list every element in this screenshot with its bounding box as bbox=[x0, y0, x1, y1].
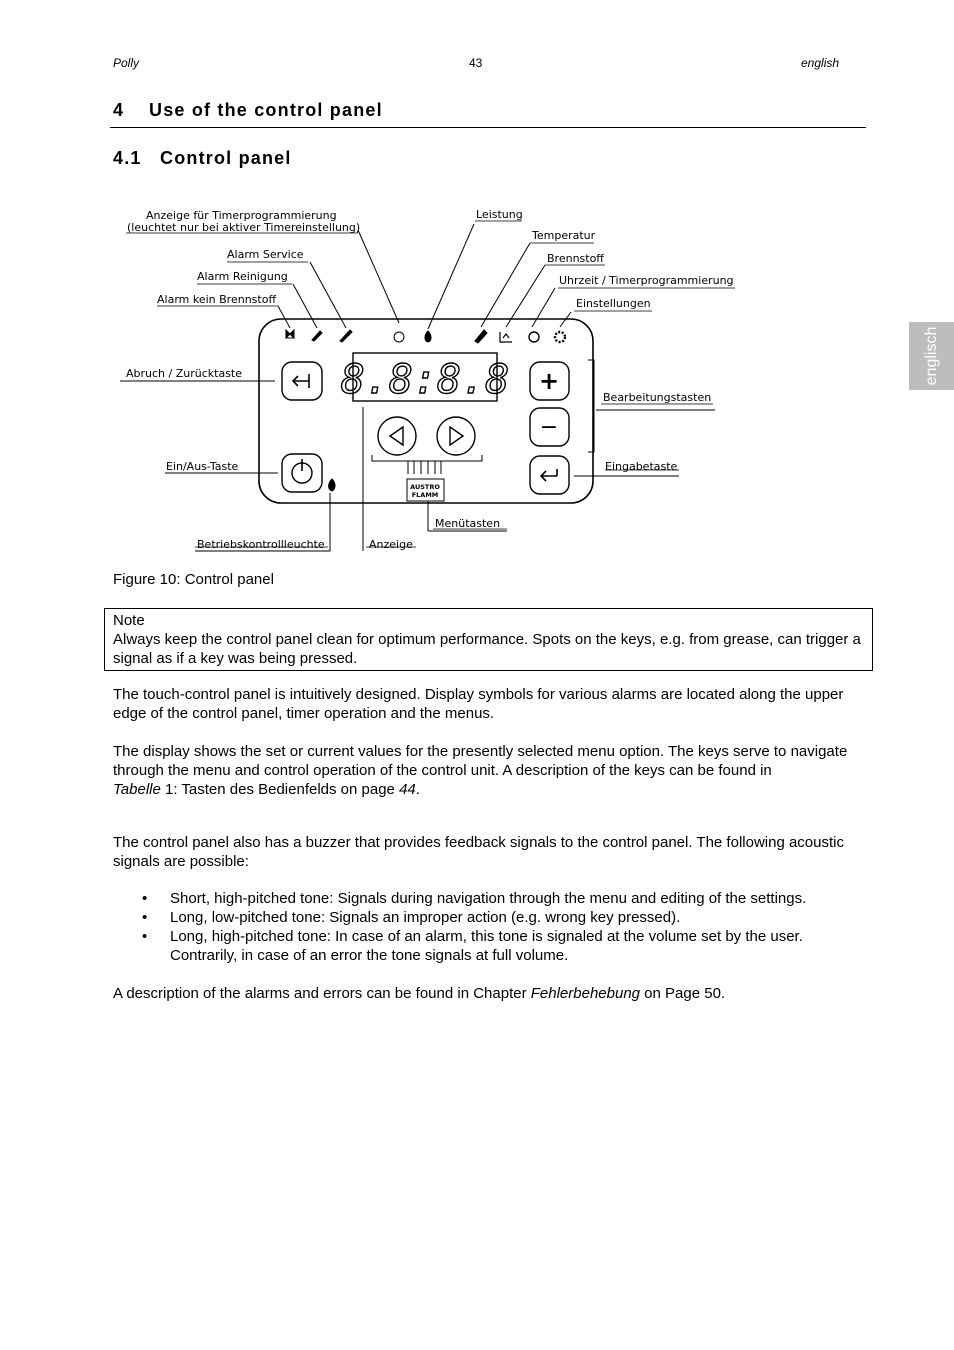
list-item-text: Short, high-pitched tone: Signals during navigation through the menu and editing of the settings. bbox=[170, 890, 807, 907]
paragraph-intro: The touch-control panel is intuitively designed. Display symbols for various alarms are located along the upper edge of the control panel, timer operation and the menus. bbox=[113, 686, 844, 722]
subsection-heading bbox=[113, 148, 292, 169]
uhrzeit-leader bbox=[532, 288, 555, 327]
note-box bbox=[104, 608, 873, 671]
operation-indicator-icon bbox=[329, 479, 335, 491]
alarm-brennstoff-leader bbox=[278, 306, 290, 328]
label-menuetasten: Menütasten bbox=[435, 517, 501, 530]
bullet-mark: • bbox=[142, 909, 148, 926]
right-arrow-icon bbox=[450, 427, 463, 445]
minus-label: − bbox=[539, 415, 559, 440]
display-digits: 8.8:8.8 bbox=[340, 357, 510, 403]
paragraph-errors bbox=[113, 984, 863, 1003]
section-heading bbox=[113, 100, 383, 121]
label-einstellungen: Einstellungen bbox=[576, 297, 651, 310]
signal-list bbox=[113, 889, 858, 965]
subsection-number: 4.1 bbox=[113, 148, 142, 168]
paragraph-buzzer: The control panel also has a buzzer that provides feedback signals to the control panel. The following acoustic signals are possible: bbox=[113, 834, 844, 870]
fuel-level-icon bbox=[500, 332, 512, 342]
heading-rule bbox=[110, 127, 866, 128]
header-left: Polly bbox=[113, 56, 140, 70]
settings-gear-icon bbox=[555, 332, 565, 342]
page-number: 43 bbox=[469, 56, 483, 70]
table-ref-text: 1: Tasten des Bedienfelds on page bbox=[160, 781, 400, 798]
enter-icon bbox=[541, 469, 557, 481]
leistung-leader bbox=[428, 224, 474, 329]
clock-icon bbox=[529, 332, 539, 342]
label-betriebskontroll: Betriebskontrollleuchte bbox=[197, 538, 325, 551]
errors-text-after: on Page 50. bbox=[640, 985, 726, 1002]
section-title: Use of the control panel bbox=[149, 100, 383, 120]
paragraph-display-text: The display shows the set or current values for the presently selected menu option. The keys serve to navigate through the menu and control operation of the control unit. A description of the keys can be found in bbox=[113, 743, 848, 779]
table-ref-italic: Tabelle bbox=[113, 781, 161, 798]
timer-leader bbox=[358, 230, 399, 323]
list-item bbox=[113, 889, 858, 908]
label-leistung: Leistung bbox=[476, 208, 523, 221]
logo-line2: FLAMM bbox=[411, 491, 439, 499]
temperatur-leader bbox=[481, 243, 530, 327]
bullet-mark: • bbox=[142, 890, 148, 907]
service-alarm-icon bbox=[340, 330, 352, 342]
logo-stripes bbox=[408, 461, 441, 474]
list-item-text: Long, high-pitched tone: In case of an alarm, this tone is signaled at the volume set by the user. Contrarily, in case of an error the tone signals at full volume. bbox=[170, 928, 803, 964]
label-temperatur: Temperatur bbox=[532, 229, 596, 242]
subsection-title: Control panel bbox=[160, 148, 292, 168]
list-item bbox=[113, 908, 858, 927]
table-ref-page[interactable]: 44 bbox=[399, 781, 416, 798]
alarm-service-leader bbox=[310, 262, 346, 328]
label-eingabe: Eingabetaste bbox=[605, 460, 678, 473]
header-right: english bbox=[801, 56, 840, 70]
errors-text-before: A description of the alarms and errors can be found in Chapter bbox=[113, 985, 531, 1002]
table-ref-end: . bbox=[415, 781, 420, 798]
table-reference bbox=[113, 780, 863, 799]
label-ein-aus: Ein/Aus-Taste bbox=[166, 460, 239, 473]
plus-label: + bbox=[538, 367, 560, 395]
back-icon bbox=[293, 374, 309, 388]
list-item bbox=[113, 927, 858, 965]
note-text: Always keep the control panel clean for optimum performance. Spots on the keys, e.g. from grease, can trigger a signal as if a key was being pressed. bbox=[113, 631, 861, 667]
right-arrow-button[interactable] bbox=[437, 417, 475, 455]
alarm-reinigung-leader bbox=[293, 284, 317, 328]
no-fuel-alarm-icon bbox=[286, 330, 294, 338]
side-tab-label: englisch bbox=[922, 326, 940, 386]
logo-line1: AUSTRO bbox=[410, 483, 440, 491]
menu-keys-bracket bbox=[372, 455, 482, 461]
control-panel-figure bbox=[110, 195, 750, 565]
label-alarm-service: Alarm Service bbox=[227, 248, 304, 261]
power-flame-icon bbox=[425, 331, 431, 342]
bullet-mark: • bbox=[142, 928, 148, 945]
label-uhrzeit: Uhrzeit / Timerprogrammierung bbox=[559, 274, 734, 287]
errors-chapter-ref[interactable]: Fehlerbehebung bbox=[530, 985, 641, 1002]
label-brennstoff: Brennstoff bbox=[547, 252, 604, 265]
label-timer-2: (leuchtet nur bei aktiver Timereinstellung) bbox=[127, 221, 361, 234]
label-alarm-reinigung: Alarm Reinigung bbox=[197, 270, 288, 283]
label-anzeige: Anzeige bbox=[369, 538, 413, 551]
section-number: 4 bbox=[113, 100, 125, 120]
temperature-icon bbox=[475, 330, 487, 343]
left-arrow-icon bbox=[390, 427, 403, 445]
figure-caption: Figure 10: Control panel bbox=[113, 571, 274, 588]
label-timer-1: Anzeige für Timerprogrammierung bbox=[146, 209, 337, 222]
note-title: Note bbox=[113, 612, 145, 629]
timer-indicator-icon bbox=[394, 332, 404, 342]
label-abruch: Abruch / Zurücktaste bbox=[126, 367, 243, 380]
cleaning-alarm-icon bbox=[312, 331, 322, 341]
label-bearbeitung: Bearbeitungstasten bbox=[603, 391, 712, 404]
language-side-tab bbox=[909, 322, 954, 390]
list-item-text: Long, low-pitched tone: Signals an improper action (e.g. wrong key pressed). bbox=[170, 909, 681, 926]
label-alarm-brennstoff: Alarm kein Brennstoff bbox=[157, 293, 277, 306]
enter-button[interactable] bbox=[530, 456, 569, 494]
paragraph-display bbox=[113, 742, 863, 799]
left-arrow-button[interactable] bbox=[378, 417, 416, 455]
